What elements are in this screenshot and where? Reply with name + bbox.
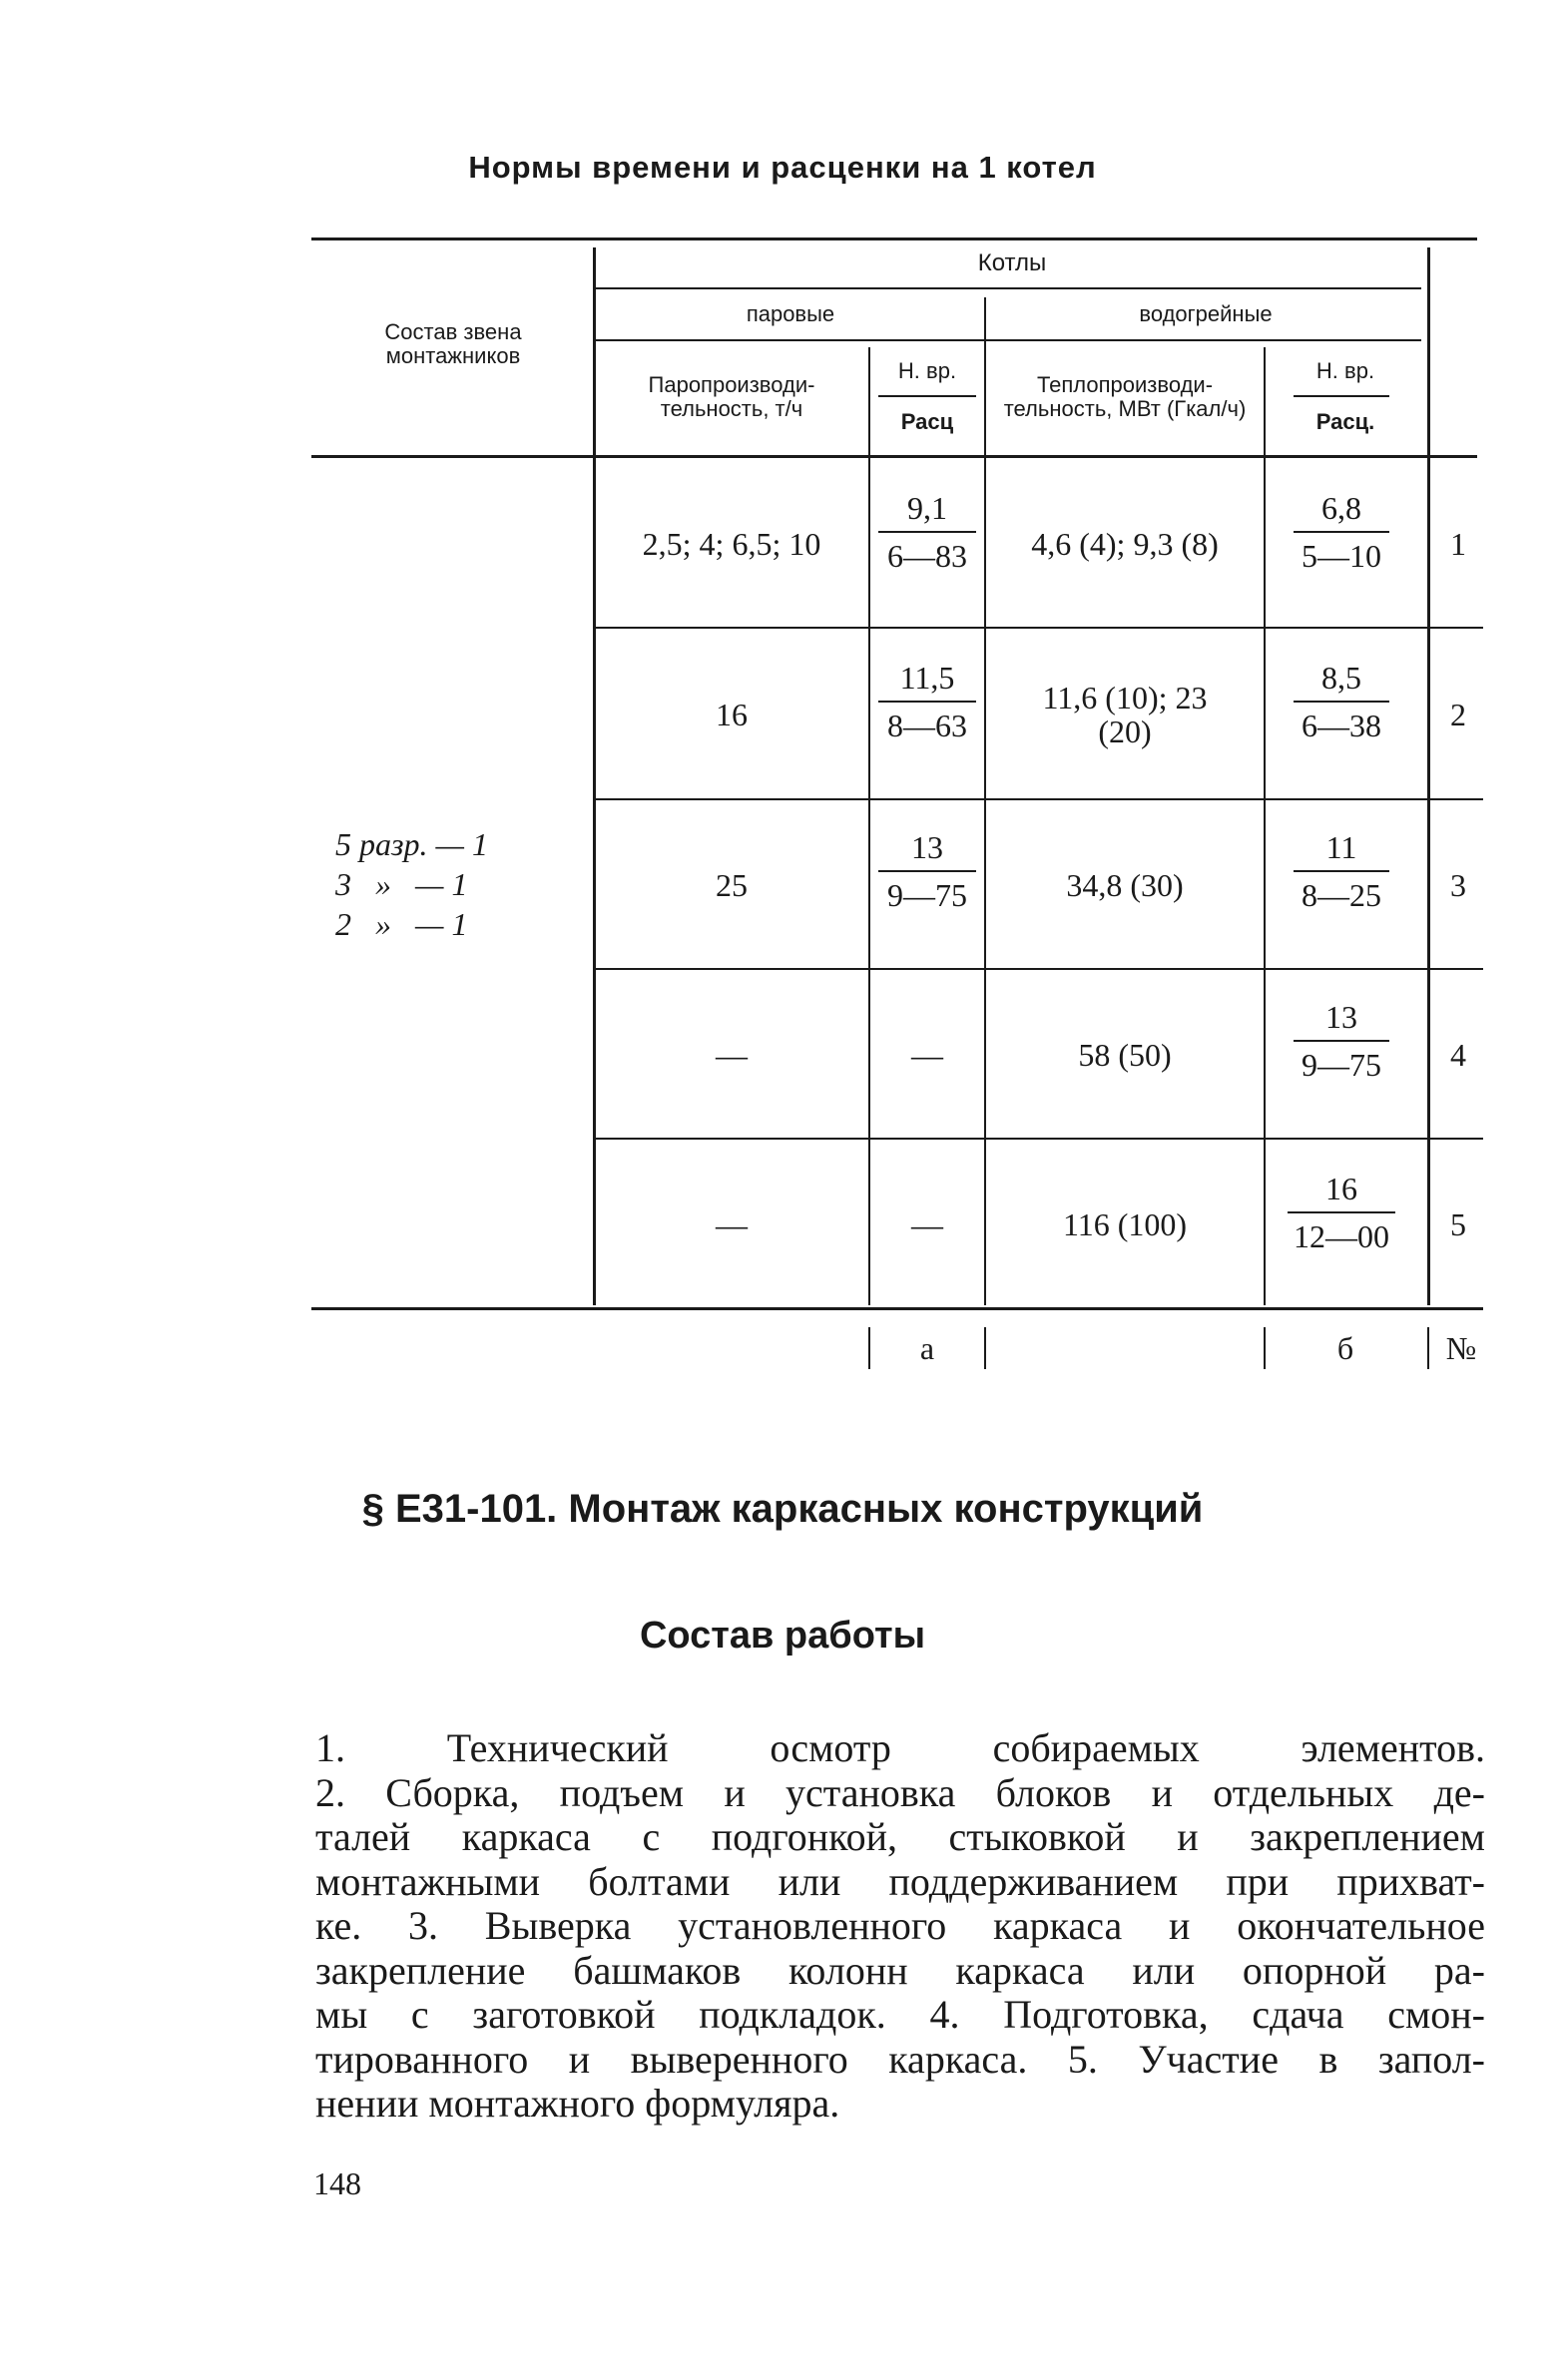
text-line: монтажными болтами или поддерживанием при прихват- bbox=[315, 1858, 1485, 1904]
crew-line: 3 » — 1 bbox=[335, 866, 468, 902]
heat-capacity-cell: 58 (50) bbox=[1078, 1037, 1172, 1073]
text-line: 1. Технический осмотр собираемых элементов. bbox=[315, 1725, 1485, 1770]
steam-capacity-header: Паропроизводи-тельность, т/ч bbox=[648, 372, 815, 421]
crew-composition bbox=[335, 824, 488, 944]
column-letter-b: б bbox=[1336, 1330, 1354, 1366]
row-number: 1 bbox=[1450, 526, 1466, 562]
heat-capacity-cell: 4,6 (4); 9,3 (8) bbox=[1031, 526, 1219, 562]
row-number: 2 bbox=[1450, 697, 1466, 732]
boilers-header: Котлы bbox=[977, 249, 1047, 276]
row-number: 3 bbox=[1450, 867, 1466, 903]
number-column-label: № bbox=[1445, 1330, 1477, 1366]
text-line: нении монтажного формуляра. bbox=[315, 2081, 840, 2126]
text-line: ке. 3. Выверка установленного каркаса и окончательное bbox=[315, 1903, 1485, 1948]
norm-rate-b: 8,5 6—38 bbox=[1294, 659, 1389, 744]
steam-capacity-cell: 2,5; 4; 6,5; 10 bbox=[642, 526, 821, 562]
steam-capacity-cell: 16 bbox=[716, 697, 748, 732]
norm-rate-a: 9,1 6—83 bbox=[878, 489, 976, 575]
norm-rate-b: 11 8—25 bbox=[1294, 828, 1389, 914]
heat-capacity-cell: 34,8 (30) bbox=[1066, 867, 1184, 903]
heat-capacity-cell: 116 (100) bbox=[1062, 1206, 1188, 1242]
table-top-rule bbox=[311, 238, 1477, 240]
norm-rate-a-dash: — bbox=[911, 1206, 943, 1242]
header-bottom-rule bbox=[311, 455, 1477, 458]
norm-rate-b: 6,8 5—10 bbox=[1294, 489, 1389, 575]
text-line: мы с заготовкой подкладок. 4. Подготовка, сдача смон- bbox=[315, 1992, 1485, 2037]
steam-header: паровые bbox=[746, 301, 835, 326]
crew-line: 2 » — 1 bbox=[335, 906, 468, 942]
rate-header-b: Расц. bbox=[1315, 409, 1375, 434]
steam-capacity-cell: — bbox=[716, 1206, 748, 1242]
work-composition-title: Состав работы bbox=[639, 1615, 926, 1657]
crew-line: 5 разр. — 1 bbox=[335, 826, 488, 862]
row-number: 4 bbox=[1450, 1037, 1466, 1073]
table-title: Нормы времени и расценки на 1 котел bbox=[468, 150, 1097, 185]
section-title: § Е31-101. Монтаж каркасных конструкций bbox=[361, 1487, 1204, 1531]
crew-column-header: Состав звена монтажников bbox=[384, 319, 522, 368]
table-bottom-rule bbox=[311, 1307, 1483, 1310]
page-number: 148 bbox=[313, 2165, 361, 2201]
hotwater-header: водогрейные bbox=[1139, 301, 1273, 326]
text-line: талей каркаса с подгонкой, стыковкой и закреплением bbox=[315, 1814, 1485, 1859]
column-letter-a: а bbox=[919, 1330, 935, 1366]
norm-time-header-b: Н. вр. bbox=[1315, 358, 1375, 383]
steam-capacity-cell: 25 bbox=[716, 867, 748, 903]
text-line: 2. Сборка, подъем и установка блоков и отдельных де- bbox=[315, 1769, 1485, 1815]
norm-rate-a: 11,5 8—63 bbox=[878, 659, 976, 744]
text-line: закрепление башмаков колонн каркаса или опорной ра- bbox=[315, 1947, 1485, 1993]
norm-rate-a-dash: — bbox=[911, 1037, 943, 1073]
heat-capacity-header: Теплопроизводи-тельность, МВт (Гкал/ч) bbox=[1003, 372, 1247, 421]
rate-header-a: Расц bbox=[900, 409, 954, 434]
body-text bbox=[315, 1726, 1485, 2127]
steam-capacity-cell: — bbox=[716, 1037, 748, 1073]
norm-rate-b: 13 9—75 bbox=[1294, 998, 1389, 1084]
row-number: 5 bbox=[1450, 1206, 1466, 1242]
norm-rate-a: 13 9—75 bbox=[878, 828, 976, 914]
heat-capacity-cell: 11,6 (10); 23 (20) bbox=[1042, 680, 1208, 749]
text-line: тированного и выверенного каркаса. 5. Участие в запол- bbox=[315, 2036, 1485, 2082]
norm-time-header-a: Н. вр. bbox=[897, 358, 957, 383]
norm-rate-b: 16 12—00 bbox=[1288, 1170, 1395, 1255]
